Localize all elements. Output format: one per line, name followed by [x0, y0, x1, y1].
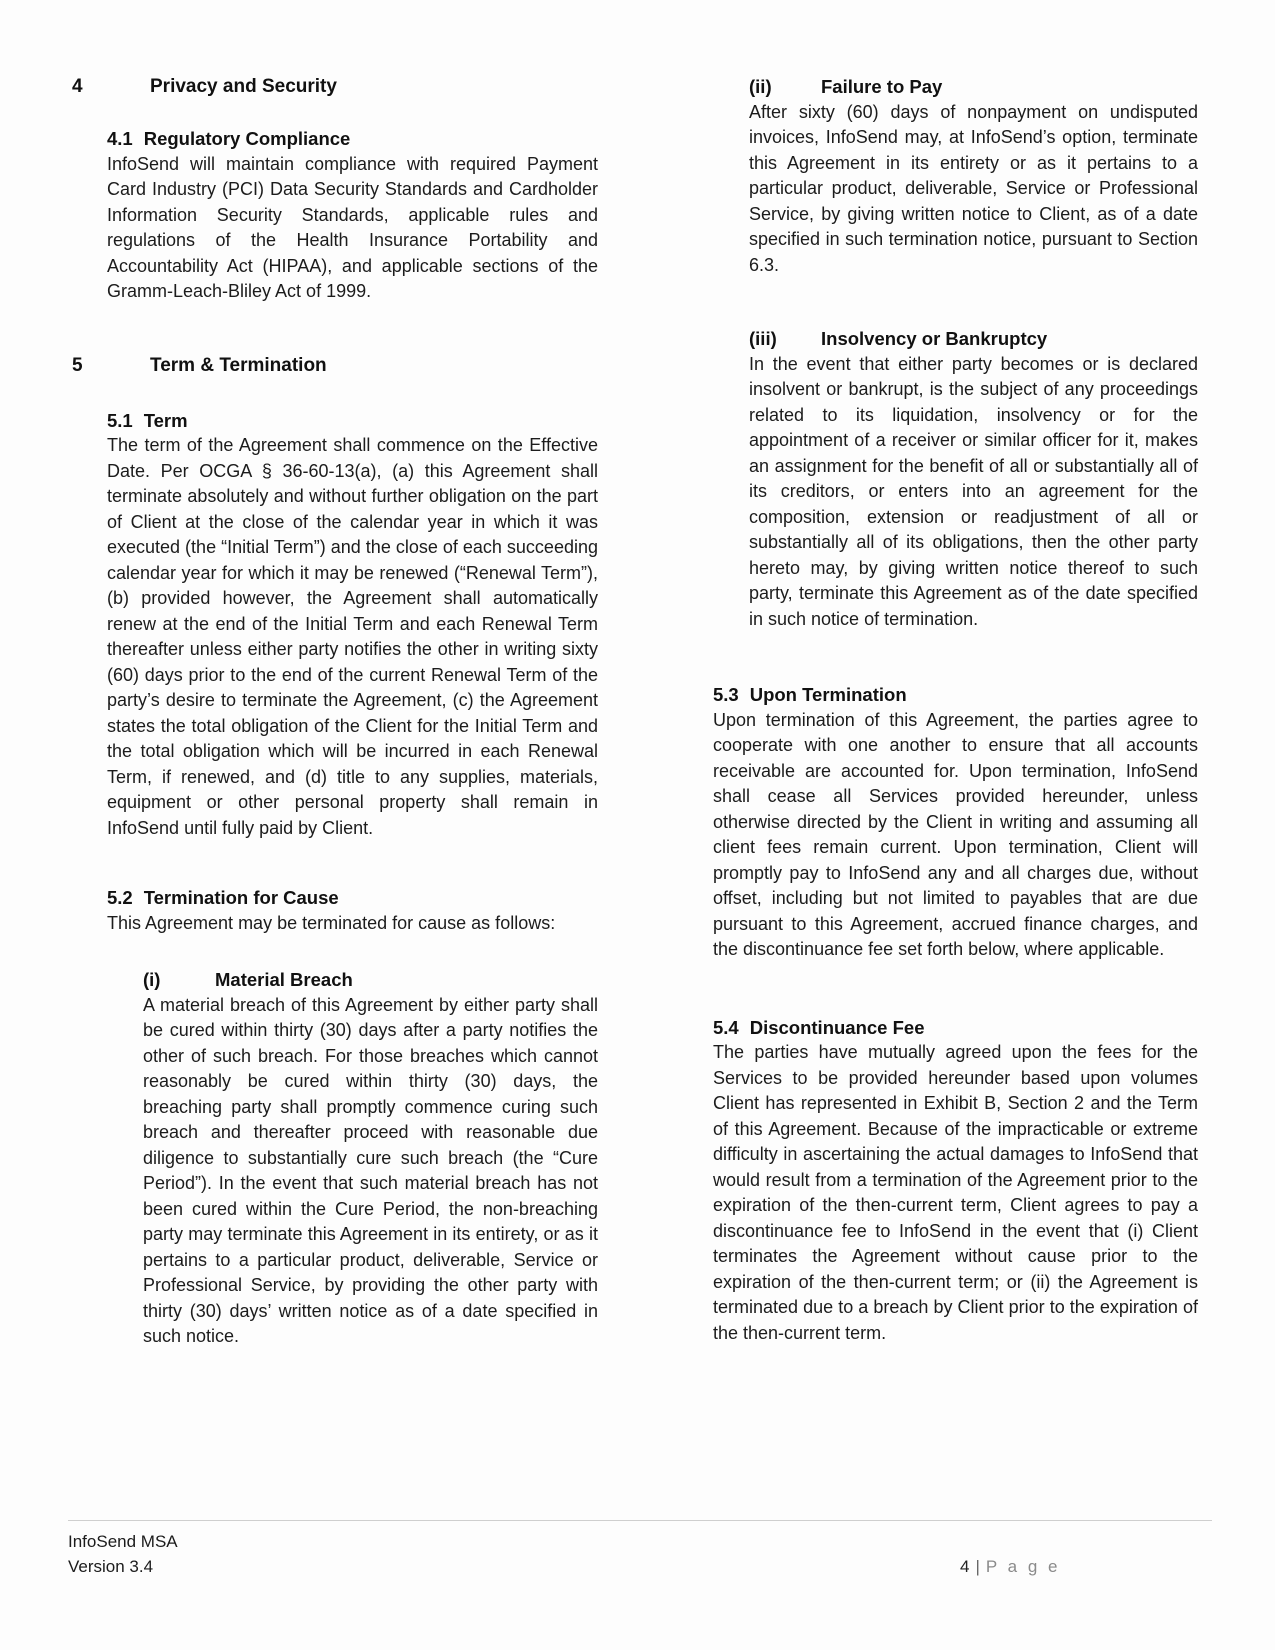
subsection-heading — [107, 126, 598, 152]
subsection-number: 5.4 — [713, 1016, 739, 1038]
paragraph: In the event that either party becomes or is declared insolvent or bankrupt, is the subject of any proceedings related to its liquidation, insolvency or for the appointment of a receiver or similar officer for it, makes an assignment for the benefit of all or substantially all of its creditors, or enters into an agreement for the composition, extension or readjustment of all or substantially all of its obligations, then the other party hereto may, by giving written notice thereof to such party, terminate this Agreement as of the date specified in such notice of termination. — [749, 353, 1198, 629]
subsection-5-4 — [713, 1015, 1198, 1347]
subsection-number: 5.3 — [713, 684, 739, 705]
subsection-title: Term — [143, 409, 188, 431]
section-heading-4 — [72, 74, 598, 100]
page-label: P a g e — [985, 1557, 1061, 1576]
left-column — [72, 74, 598, 1350]
section-number: 5 — [72, 354, 83, 376]
subsection-title: Regulatory Compliance — [143, 128, 351, 149]
clause-heading — [749, 74, 1198, 100]
clause-title: Material Breach — [215, 969, 353, 990]
paragraph: The parties have mutually agreed upon the fees for the Services to be provided hereunder based upon volumes Client has represented in Exhibit B, Section 2 and the Term of this Agreement. Because of the impracticable or extreme difficulty in ascertaining the actual damages to InfoSend that would result from a termination of the Agreement prior to the expiration of the then-current term, Client agrees to pay a discontinuance fee to InfoSend in the event that (i) Client terminates the Agreement without cause prior to the expiration of the then-current term; or (ii) the Agreement is terminated due to a breach by Client prior to the expiration of the then-current term. — [713, 1042, 1198, 1343]
section-heading-5 — [72, 353, 598, 379]
page-number-group — [960, 1554, 1060, 1579]
subsection-title: Discontinuance Fee — [749, 1016, 925, 1038]
subsection-number: 5.1 — [107, 409, 133, 431]
paragraph: InfoSend will maintain compliance with required Payment Card Industry (PCI) Data Security Standards and Cardholder Information Security Standards, applicable rules and regulations of the Health Insurance Portability and Accountability Act (HIPAA), and applicable sections of the Gramm-Leach-Bliley Act of 1999. — [107, 153, 598, 301]
paragraph: This Agreement may be terminated for cause as follows: — [107, 912, 556, 933]
subsection-5-1 — [107, 408, 598, 842]
clause-heading — [749, 326, 1198, 352]
subsection-heading — [107, 408, 598, 434]
subsection-heading — [107, 885, 598, 911]
subsection-4-1 — [107, 126, 598, 305]
subsection-5-2 — [107, 885, 598, 936]
clause-title: Insolvency or Bankruptcy — [821, 328, 1048, 349]
clause-ii — [749, 74, 1198, 278]
right-column — [678, 74, 1198, 1346]
section-title: Term & Termination — [150, 354, 327, 376]
footer-version: Version 3.4 — [68, 1557, 154, 1576]
subsection-title: Upon Termination — [749, 684, 907, 705]
subsection-title: Termination for Cause — [143, 887, 339, 908]
section-number: 4 — [72, 76, 83, 97]
clause-number: (iii) — [749, 328, 777, 349]
clause-number: (i) — [143, 969, 161, 990]
clause-title: Failure to Pay — [821, 76, 943, 97]
paragraph: Upon termination of this Agreement, the parties agree to cooperate with one another to ensure that all accounts receivable are accounted for. Upon termination, InfoSend shall cease all Services provided hereunder, unless otherwise directed by the Client in writing and assuming all client fees remain current. Upon termination, Client will promptly pay to InfoSend any and all charges due, without offset, including but not limited to payables that are due pursuant to this Agreement, accrued finance charges, and the discontinuance fee set forth below, where applicable. — [713, 709, 1198, 959]
subsection-number: 5.2 — [107, 887, 133, 908]
subsection-5-3 — [713, 682, 1198, 963]
clause-i — [143, 967, 598, 1350]
section-title: Privacy and Security — [150, 76, 337, 97]
clause-heading — [143, 967, 598, 993]
subsection-heading — [713, 682, 1198, 708]
page-number: 4 — [960, 1557, 970, 1576]
paragraph: After sixty (60) days of nonpayment on undisputed invoices, InfoSend may, at InfoSend’s option, terminate this Agreement in its entirety or as it pertains to a particular product, deliverable, Service or Professional Service, by giving written notice to Client, as of a date specified in such termination notice, pursuant to Section 6.3. — [749, 101, 1198, 275]
subsection-number: 4.1 — [107, 128, 133, 149]
footer-doc-name: InfoSend MSA — [68, 1532, 178, 1551]
clause-iii — [749, 326, 1198, 632]
page-footer — [68, 1520, 1212, 1579]
paragraph: The term of the Agreement shall commence on the Effective Date. Per OCGA § 36-60-13(a), (a) this Agreement shall terminate absolutely and without further obligation on the part of Client at the close of the calendar year in which it was executed (the “Initial Term”) and the close of each succeeding calendar year for which it may be renewed (“Renewal Term”), (b) provided however, the Agreement shall automatically renew at the end of the Initial Term and each Renewal Term thereafter unless either party notifies the other in writing sixty (60) days prior to the end of the current Renewal Term of the party’s desire to terminate the Agreement, (c) the Agreement states the total obligation of the Client for the Initial Term and the total obligation which will be incurred in each Renewal Term, if renewed, and (d) title to any supplies, materials, equipment or other personal property shall remain in InfoSend until fully paid by Client. — [107, 435, 598, 838]
clause-number: (ii) — [749, 76, 772, 97]
subsection-heading — [713, 1015, 1198, 1041]
page-number-separator: | — [975, 1557, 980, 1576]
paragraph: A material breach of this Agreement by either party shall be cured within thirty (30) days after a party notifies the other of such breach. For those breaches which cannot reasonably be cured within thirty (30) days, the breaching party shall promptly commence curing such breach and thereafter proceed with reasonable due diligence to substantially cure such breach (the “Cure Period”). In the event that such material breach has not been cured within the Cure Period, the non-breaching party may terminate this Agreement in its entirety, or as it pertains to a particular product, deliverable, Service or Professional Service, by providing the other party with thirty (30) days’ written notice as of a date specified in such notice. — [143, 994, 598, 1346]
